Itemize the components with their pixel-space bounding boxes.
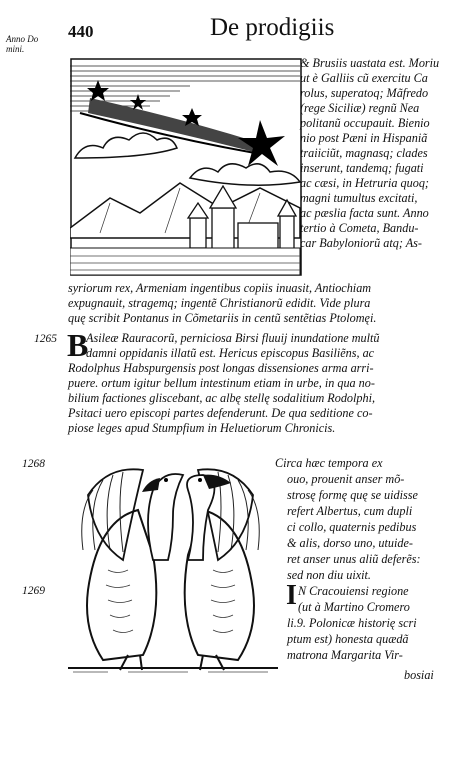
text-line: ret anser unus aliũ deferẽs: <box>287 552 421 566</box>
text-line: ouo, prouenit anser mõ- <box>287 472 405 486</box>
text-line: magni tumultus excitati, <box>300 191 418 205</box>
text-line: sed non diu uixit. <box>287 568 371 582</box>
drop-cap-i: I <box>286 580 297 611</box>
text-line: & Brusiis uastata est. Moriu <box>300 56 440 70</box>
text-line: ut è Galliis cũ exercitu Ca <box>300 71 428 85</box>
text-line: (rege Siciliæ) regnũ Nea <box>300 101 420 115</box>
text-line: tertio à Cometa, Bandu- <box>300 221 419 235</box>
text-line: Asileæ Rauracorũ, perniciosa Birsi fluuij inundatione multũ <box>86 331 380 345</box>
text-line: matrona Margarita Vir- <box>287 648 403 662</box>
text-line: rolus, superatoq; Mãfredo <box>300 86 429 100</box>
text-line: Circa hæc tempora ex <box>275 456 383 470</box>
margin-year-1269: 1269 <box>22 585 45 597</box>
monstrous-goose-woodcut-illustration <box>68 450 278 675</box>
text-line: expugnauit, stragemq; ingentẽ Christianorũ edidit. Vide plura <box>68 296 371 310</box>
text-line: politanũ occupauit. Bienio <box>300 116 430 130</box>
margin-label-line2: mini. <box>6 44 25 54</box>
page-title: De prodigiis <box>210 14 335 41</box>
comet-woodcut-illustration <box>70 58 302 276</box>
text-line: ac cæsi, in Hetruria quoq; <box>300 176 429 190</box>
text-line: refert Albertus, cum dupli <box>287 504 413 518</box>
text-line: nio post Pæni in Hispaniã <box>300 131 428 145</box>
text-line: Psitaci uero episcopi partes defenderunt. De qua seditione co- <box>68 406 373 420</box>
text-line: & alis, dorso uno, utuide- <box>287 536 413 550</box>
text-line: inserunt, tandemq; fugati <box>300 161 424 175</box>
text-line: quę scribit Pontanus in Cõmetariis in centũ sentẽtias Ptolomęi. <box>68 311 377 325</box>
catchword: bosiai <box>404 668 434 682</box>
margin-label-anno-domini <box>6 34 38 54</box>
text-line: syriorum rex, Armeniam ingentibus copiis inuasit, Antiochiam <box>68 281 372 295</box>
text-line: N Cracouiensi regione <box>298 584 409 598</box>
page-number: 440 <box>68 22 94 41</box>
text-line: ci collo, quaternis pedibus <box>287 520 417 534</box>
text-line: bilium factiones gliscebant, ac albę stellę sodalitium Rodolphi, <box>68 391 376 405</box>
margin-label-line1: Anno Do <box>6 34 39 44</box>
text-line: (ut à Martino Cromero <box>298 600 410 614</box>
text-line: ptum est) honesta quædã <box>287 632 409 646</box>
text-line: ac pæslia facta sunt. Anno <box>300 206 429 220</box>
text-line: li.9. Polonicæ historię scri <box>287 616 417 630</box>
margin-year-1268: 1268 <box>22 458 45 470</box>
drop-cap-b: B <box>67 327 89 363</box>
text-line: traiiciũt, magnasq; clades <box>300 146 428 160</box>
text-line: damni oppidanis illatũ est. Hericus episcopus Basiliẽns, ac <box>86 346 375 360</box>
text-line: piose leges apud Stumpfium in Heluetiorum Chronicis. <box>68 421 336 435</box>
margin-year-1265: 1265 <box>34 333 57 345</box>
text-line: car Babyloniorũ atq; As- <box>300 236 422 250</box>
text-line: strosę formę quę se uidisse <box>287 488 418 502</box>
text-line: puere. ortum igitur bellum intestinum etiam in urbe, in qua no- <box>68 376 375 390</box>
text-line: Rodolphus Habspurgensis post longas dissensiones arma arri- <box>68 361 374 375</box>
